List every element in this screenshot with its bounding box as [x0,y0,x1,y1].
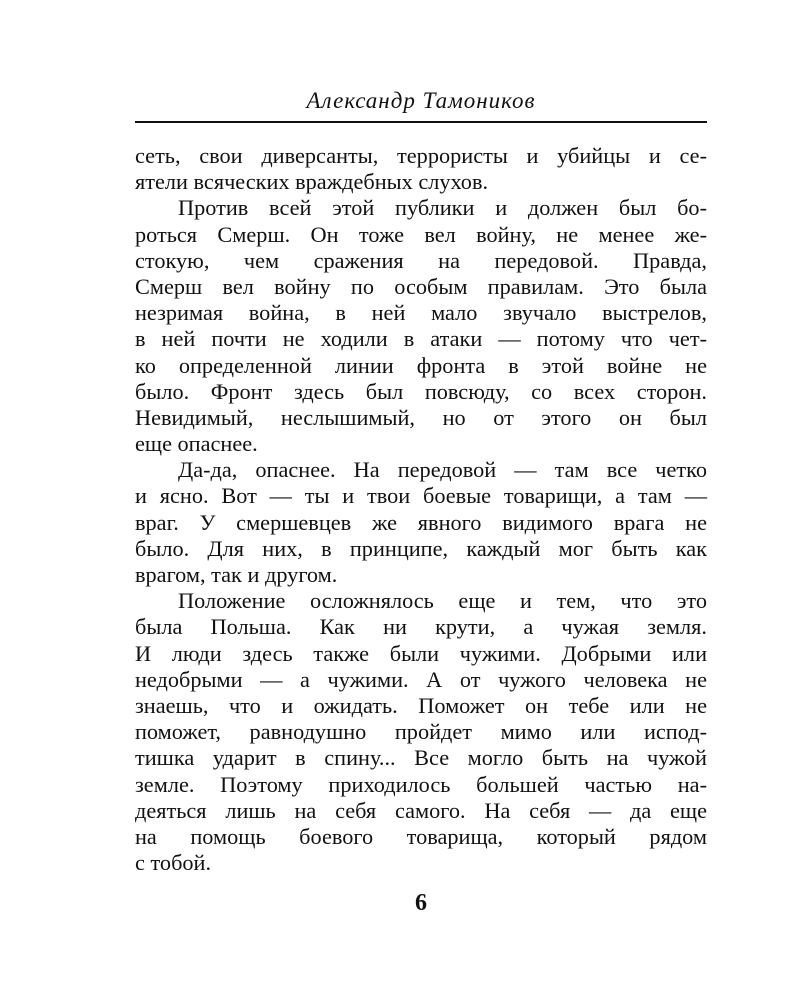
text-line: деяться лишь на себя самого. На себя — да еще [135,797,707,823]
text-line: сеть, свои диверсанты, террористы и убийцы и се- [135,143,707,168]
text-line: тишка ударит в спину... Все могло быть на чужой [135,745,707,771]
text-line: незримая война, в ней мало звучало выстрелов, [135,300,707,326]
text-line: Да-да, опаснее. На передовой — там все четко [178,457,707,483]
text-line: земле. Поэтому приходилось большей частью на- [135,771,707,797]
text-line: было. Фронт здесь был повсюду, со всех сторон. [135,378,707,404]
text-line: враг. У смершевцев же явного видимого врага не [135,509,707,535]
text-line: Невидимый, неслышимый, но от этого он был [135,404,707,430]
text-line: Против всей этой публики и должен был бо- [178,195,707,221]
text-line: еще опаснее. [135,431,258,457]
page-number: 6 [415,890,427,916]
text-line: И люди здесь также были чужими. Добрыми или [135,640,707,666]
text-line: Положение осложнялось еще и тем, что это [178,588,707,614]
header-rule [135,121,707,123]
text-line: поможет, равнодушно пройдет мимо или испод- [135,719,707,745]
text-line: на помощь боевого товарища, который рядом [135,823,707,849]
text-line: ятели всяческих враждебных слухов. [135,169,489,195]
text-line: стокую, чем сражения на передовой. Правда, [135,247,707,273]
text-line: Смерш вел войну по особым правилам. Это была [135,273,707,299]
body-text [135,143,707,876]
text-line: была Польша. Как ни крути, а чужая земля. [135,614,707,640]
text-line: в ней почти не ходили в атаки — потому что чет- [135,326,707,352]
text-line: было. Для них, в принципе, каждый мог быть как [135,535,707,561]
text-line: роться Смерш. Он тоже вел войну, не менее же- [135,221,707,247]
running-header: Александр Тамоников [306,88,536,113]
text-line: ко определенной линии фронта в этой войне не [135,352,707,378]
text-line: врагом, так и другом. [135,562,338,587]
text-line: недобрыми — а чужими. А от чужого человека не [135,666,707,692]
text-line: знаешь, что и ожидать. Поможет он тебе или не [135,692,707,718]
text-line: и ясно. Вот — ты и твои боевые товарищи, а там — [135,483,707,509]
text-line: с тобой. [135,850,212,876]
